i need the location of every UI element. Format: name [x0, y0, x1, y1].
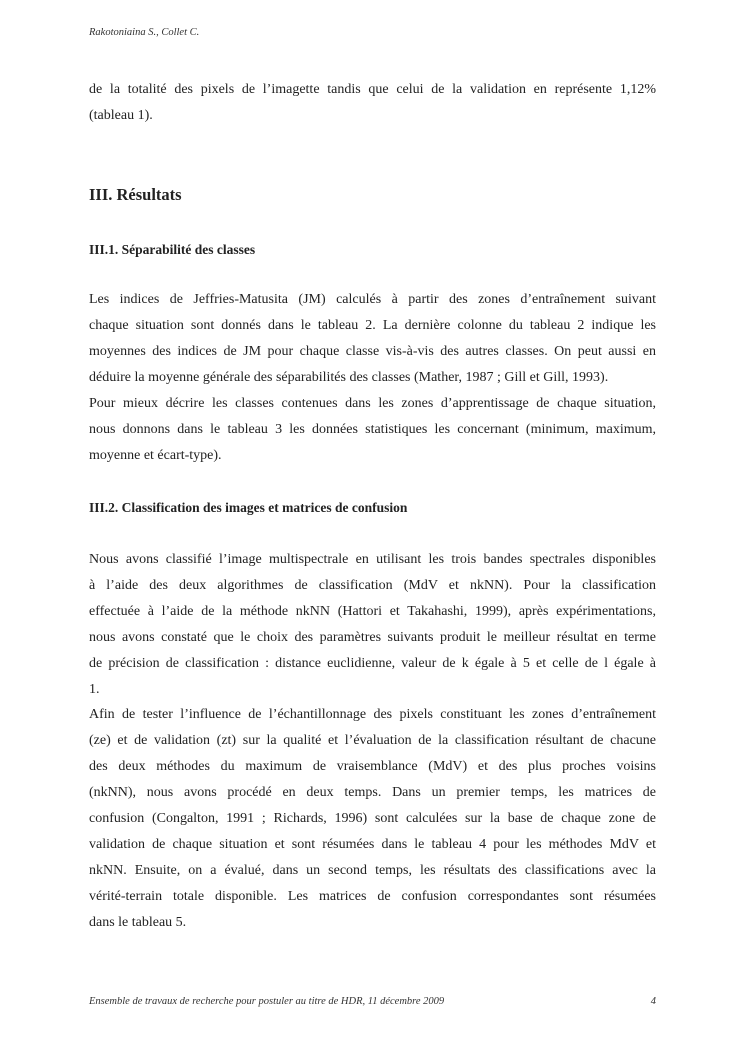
text-line: déduire la moyenne générale des séparabilités des classes (Mather, 1987 ; Gill et Gill, 1993). [89, 370, 609, 385]
footer-text: Ensemble de travaux de recherche pour postuler au titre de HDR, 11 décembre 2009 [89, 996, 445, 1007]
text-line: de la totalité des pixels de l’imagette tandis que celui de la validation en représente 1,12% [89, 82, 656, 97]
text-line: nous donnons dans le tableau 3 les données statistiques les concernant (minimum, maximum, [89, 422, 656, 437]
text-line: Afin de tester l’influence de l’échantillonnage des pixels constituant les zones d’entraînement [89, 707, 656, 722]
running-header: Rakotoniaina S., Collet C. [89, 27, 200, 38]
text-line: chaque situation sont donnés dans le tableau 2. La dernière colonne du tableau 2 indique les [89, 318, 656, 333]
text-line: Nous avons classifié l’image multispectrale en utilisant les trois bandes spectrales disponibles [89, 552, 656, 567]
text-line: validation de chaque situation et sont résumées dans le tableau 4 pour les méthodes MdV et [89, 837, 656, 852]
text-line: (nkNN), nous avons procédé en deux temps. Dans un premier temps, les matrices de [89, 785, 656, 800]
text-line: (tableau 1). [89, 108, 153, 123]
text-line: (ze) et de validation (zt) sur la qualité et l’évaluation de la classification résultant de chacune [89, 733, 656, 748]
text-line: moyennes des indices de JM pour chaque classe vis-à-vis des autres classes. On peut aussi en [89, 344, 656, 359]
text-line: à l’aide des deux algorithmes de classification (MdV et nkNN). Pour la classification [89, 578, 656, 593]
text-line: Pour mieux décrire les classes contenues dans les zones d’apprentissage de chaque situation, [89, 396, 656, 411]
text-line: dans le tableau 5. [89, 915, 187, 930]
text-line: 1. [89, 682, 100, 697]
page-number: 4 [650, 996, 656, 1007]
text-line: moyenne et écart-type). [89, 448, 222, 463]
text-line: Les indices de Jeffries-Matusita (JM) calculés à partir des zones d’entraînement suivant [89, 292, 656, 307]
text-line: nous avons constaté que le choix des paramètres suivants produit le meilleur résultat en terme [89, 630, 656, 645]
text-line: nkNN. Ensuite, on a évalué, dans un second temps, les résultats des classifications avec la [89, 863, 656, 878]
text-line: vérité-terrain totale disponible. Les matrices de confusion correspondantes sont résumées [89, 889, 656, 904]
text-line: de précision de classification : distance euclidienne, valeur de k égale à 5 et celle de l égale à [89, 656, 656, 671]
section-title: III. Résultats [89, 185, 182, 204]
subsection-title: III.2. Classification des images et matrices de confusion [89, 500, 408, 515]
text-line: effectuée à l’aide de la méthode nkNN (Hattori et Takahashi, 1999), après expérimentations, [89, 604, 656, 619]
subsection-title: III.1. Séparabilité des classes [89, 242, 256, 257]
text-line: confusion (Congalton, 1991 ; Richards, 1996) sont calculées sur la base de chaque zone de [89, 811, 656, 826]
text-line: des deux méthodes du maximum de vraisemblance (MdV) et des plus proches voisins [89, 759, 656, 774]
page-footer [89, 996, 656, 1007]
